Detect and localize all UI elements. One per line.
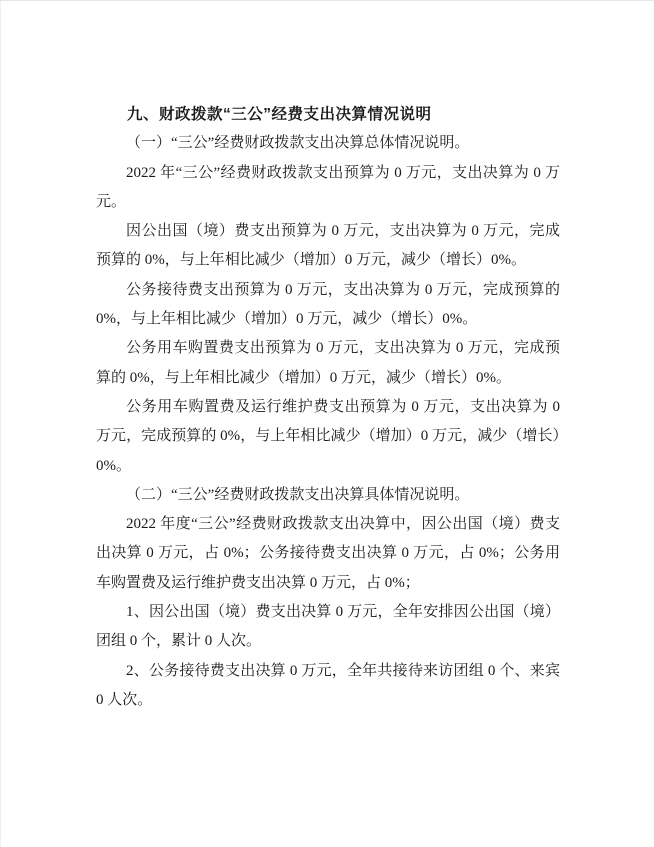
paragraph-total-budget: 2022 年“三公”经费财政拨款支出预算为 0 万元，支出决算为 0 万元。: [96, 164, 560, 210]
document-content: [96, 100, 560, 715]
paragraph-item-2-reception: 2、公务接待费支出决算 0 万元，全年共接待来访团组 0 个、来宾 0 人次。: [96, 662, 560, 708]
paragraph-abroad-expense: 因公出国（境）费支出预算为 0 万元，支出决算为 0 万元，完成预算的 0%，与上年相比减少（增加）0 万元，减少（增长）0%。: [96, 223, 560, 269]
paragraph-overview-heading: （一）“三公”经费财政拨款支出决算总体情况说明。: [126, 135, 470, 152]
paragraph-detail-summary: 2022 年度“三公”经费财政拨款支出决算中，因公出国（境）费支出决算 0 万元，占 0%；公务接待费支出决算 0 万元，占 0%；公务用车购置费及运行维护费支出决算 0 万元，占 0%；: [96, 516, 560, 591]
paragraph-vehicle-purchase: 公务用车购置费支出预算为 0 万元，支出决算为 0 万元，完成预算的 0%，与上年相比减少（增加）0 万元，减少（增长）0%。: [96, 340, 560, 386]
paragraph-vehicle-maintenance: 公务用车购置费及运行维护费支出预算为 0 万元，支出决算为 0 万元，完成预算的 0%，与上年相比减少（增加）0 万元，减少（增长）0%。: [96, 398, 560, 474]
section-title: 九、财政拨款“三公”经费支出决算情况说明: [127, 106, 432, 123]
paragraph-reception-expense: 公务接待费支出预算为 0 万元，支出决算为 0 万元，完成预算的 0%，与上年相比减少（增加）0 万元，减少（增长）0%。: [96, 281, 560, 328]
paragraph-item-1-abroad: 1、因公出国（境）费支出决算 0 万元，全年安排因公出国（境）团组 0 个，累计 0 人次。: [96, 604, 560, 650]
paragraph-detail-heading: （二）“三公”经费财政拨款支出决算具体情况说明。: [126, 486, 470, 503]
